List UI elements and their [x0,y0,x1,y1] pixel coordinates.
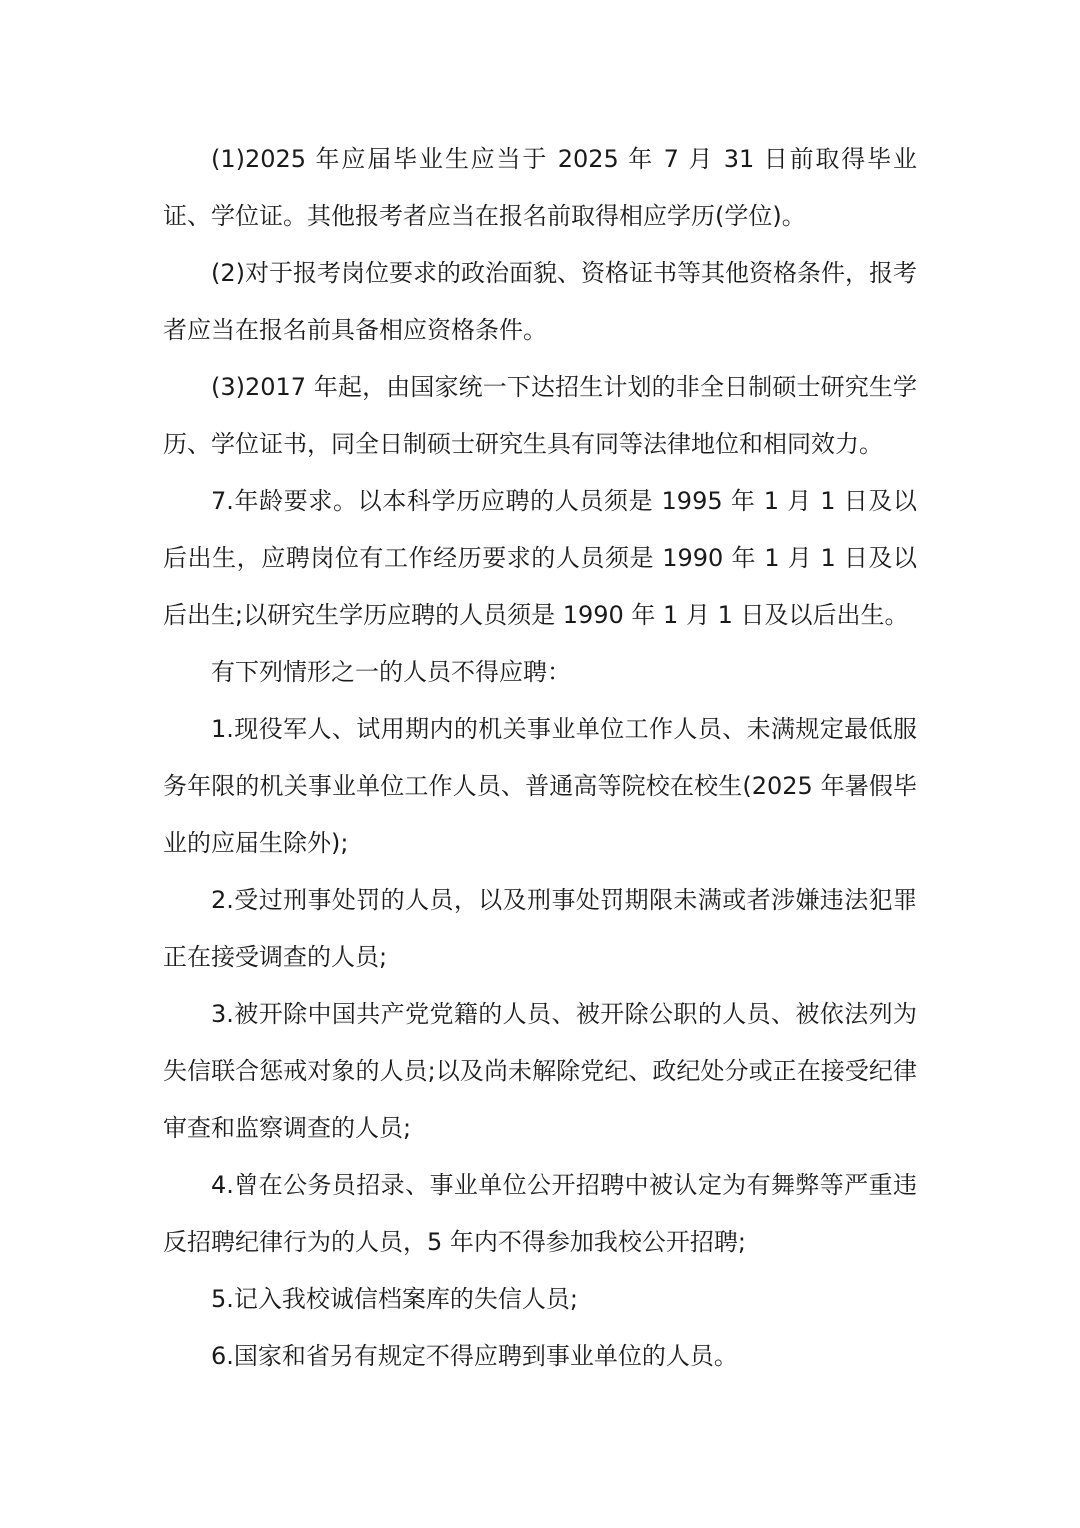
paragraph-exclusion-4: 4.曾在公务员招录、事业单位公开招聘中被认定为有舞弊等严重违反招聘纪律行为的人员，5 年内不得参加我校公开招聘; [163,1171,917,1256]
paragraph-exclusion-5: 5.记入我校诚信档案库的失信人员; [211,1285,578,1313]
paragraph-exclusion-6: 6.国家和省另有规定不得应聘到事业单位的人员。 [211,1342,738,1370]
paragraph-qualification-conditions: (2)对于报考岗位要求的政治面貌、资格证书等其他资格条件，报考者应当在报名前具备相应资格条件。 [163,259,917,344]
paragraph-exclusion-heading: 有下列情形之一的人员不得应聘： [211,658,571,686]
paragraph-exclusion-1: 1.现役军人、试用期内的机关事业单位工作人员、未满规定最低服务年限的机关事业单位工作人员、普通高等院校在校生(2025 年暑假毕业的应届生除外); [163,715,917,857]
paragraph-part-time-degree: (3)2017 年起，由国家统一下达招生计划的非全日制硕士研究生学历、学位证书，同全日制硕士研究生具有同等法律地位和相同效力。 [163,373,917,458]
document-page [163,131,917,1385]
paragraph-graduation-deadline: (1)2025 年应届毕业生应当于 2025 年 7 月 31 日前取得毕业证、学位证。其他报考者应当在报名前取得相应学历(学位)。 [163,145,917,230]
paragraph-exclusion-2: 2.受过刑事处罚的人员，以及刑事处罚期限未满或者涉嫌违法犯罪正在接受调查的人员; [163,886,917,971]
paragraph-exclusion-3: 3.被开除中国共产党党籍的人员、被开除公职的人员、被依法列为失信联合惩戒对象的人员;以及尚未解除党纪、政纪处分或正在接受纪律审查和监察调查的人员; [163,1000,917,1142]
paragraph-age-requirement: 7.年龄要求。以本科学历应聘的人员须是 1995 年 1 月 1 日及以后出生，应聘岗位有工作经历要求的人员须是 1990 年 1 月 1 日及以后出生;以研究生学历应聘的人员须是 1990 年 1 月 1 日及以后出生。 [163,487,917,629]
